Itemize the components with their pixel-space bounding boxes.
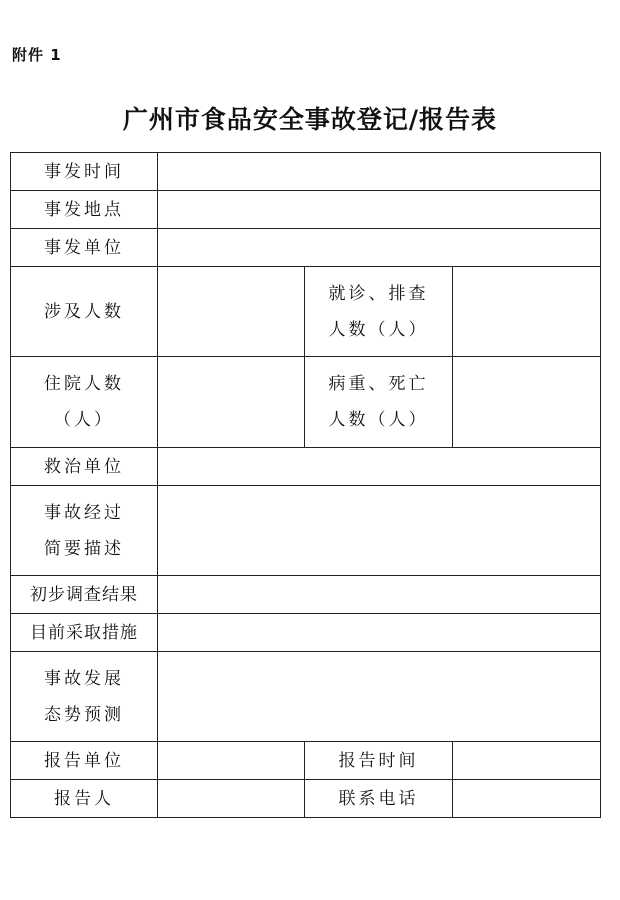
label-critical-line-1: 病重、死亡 — [328, 374, 429, 394]
row-involved — [11, 267, 601, 357]
row-unit — [11, 229, 601, 267]
row-hospital — [11, 357, 601, 448]
field-treatment[interactable] — [158, 448, 601, 486]
label-trend-line-1: 事故发展 — [44, 668, 124, 689]
label-report-unit: 报告单位 — [11, 742, 158, 780]
label-place: 事发地点 — [11, 191, 158, 229]
row-process — [11, 486, 601, 576]
label-phone: 联系电话 — [305, 780, 453, 818]
row-time — [11, 153, 601, 191]
field-hospital[interactable] — [158, 357, 305, 448]
field-unit[interactable] — [158, 229, 601, 267]
label-process-line-2: 简要描述 — [44, 538, 124, 559]
label-report-time: 报告时间 — [305, 742, 453, 780]
row-measures — [11, 614, 601, 652]
label-measures: 目前采取措施 — [11, 614, 158, 652]
label-screening — [305, 267, 453, 357]
label-process-line-1: 事故经过 — [44, 502, 124, 523]
row-trend — [11, 652, 601, 742]
label-investigation: 初步调查结果 — [11, 576, 158, 614]
label-critical-line-2: 人数（人） — [328, 410, 429, 430]
row-reporter — [11, 780, 601, 818]
field-reporter[interactable] — [158, 780, 305, 818]
row-investigation — [11, 576, 601, 614]
field-report-time[interactable] — [453, 742, 601, 780]
label-reporter: 报告人 — [11, 780, 158, 818]
field-measures[interactable] — [158, 614, 601, 652]
label-treatment: 救治单位 — [11, 448, 158, 486]
label-unit: 事发单位 — [11, 229, 158, 267]
attachment-label: 附件 1 — [12, 46, 62, 64]
field-investigation[interactable] — [158, 576, 601, 614]
report-form-table — [10, 152, 601, 818]
field-critical[interactable] — [453, 357, 601, 448]
field-phone[interactable] — [453, 780, 601, 818]
field-time[interactable] — [158, 153, 601, 191]
field-process[interactable] — [158, 486, 601, 576]
form-title: 广州市食品安全事故登记/报告表 — [122, 105, 498, 134]
row-place — [11, 191, 601, 229]
label-time: 事发时间 — [11, 153, 158, 191]
field-report-unit[interactable] — [158, 742, 305, 780]
label-hospital — [11, 357, 158, 448]
label-trend — [11, 652, 158, 742]
field-place[interactable] — [158, 191, 601, 229]
field-screening[interactable] — [453, 267, 601, 357]
field-involved[interactable] — [158, 267, 305, 357]
label-involved: 涉及人数 — [11, 267, 158, 357]
row-report — [11, 742, 601, 780]
field-trend[interactable] — [158, 652, 601, 742]
label-trend-line-2: 态势预测 — [44, 704, 124, 725]
label-hospital-line-2: （人） — [54, 410, 114, 430]
label-process — [11, 486, 158, 576]
row-treatment — [11, 448, 601, 486]
label-screening-line-1: 就诊、排查 — [328, 283, 429, 304]
label-hospital-line-1: 住院人数 — [44, 374, 124, 394]
label-screening-line-2: 人数（人） — [328, 319, 429, 340]
label-critical — [305, 357, 453, 448]
